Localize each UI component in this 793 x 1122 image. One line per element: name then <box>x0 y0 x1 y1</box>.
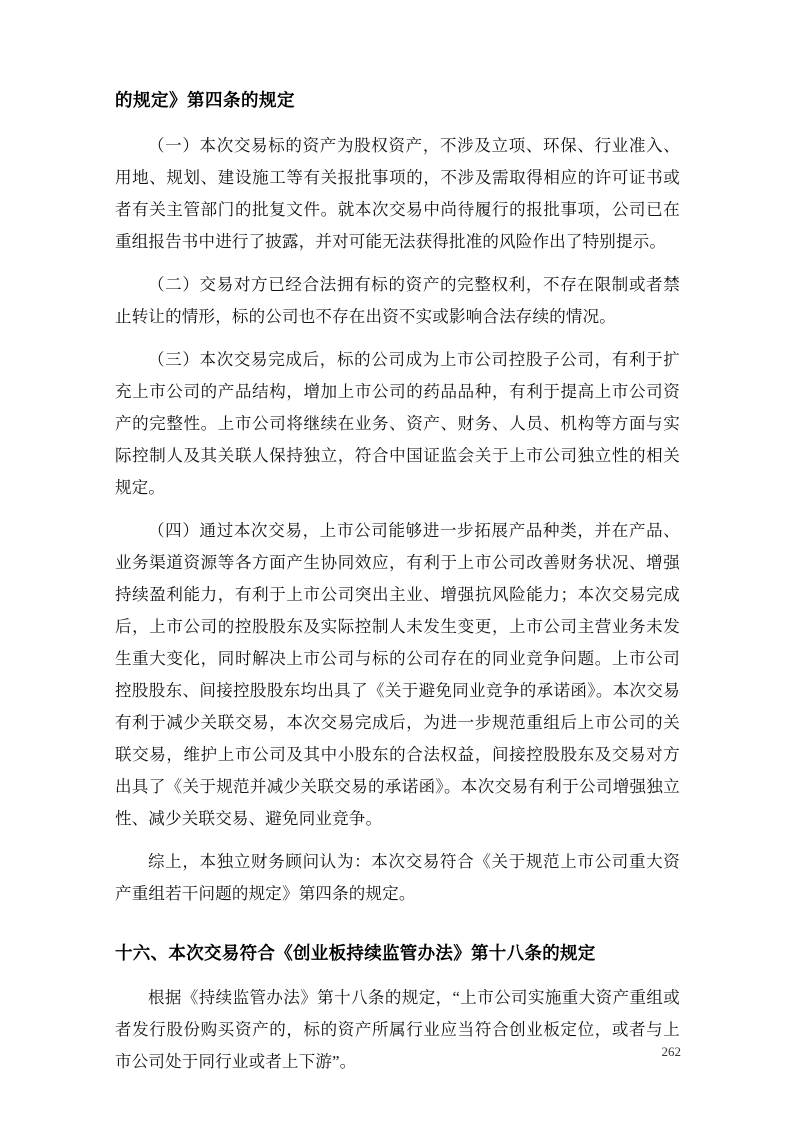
section-heading: 十六、本次交易符合《创业板持续监管办法》第十八条的规定 <box>115 944 596 965</box>
paragraph-item-4: （四）通过本次交易，上市公司能够进一步拓展产品种类，并在产品、业务渠道资源等各方面产生协同效应，有利于上市公司改善财务状况、增强持续盈利能力，有利于上市公司突出主业、增强抗风险能力；本次交易完成后，上市公司的控股股东及实际控制人未发生变更，上市公司主营业务未发生重大变化，同时解决上市公司与标的公司存在的同业竞争问题。上市公司控股股东、间接控股股东均出具了《关于避免同业竞争的承诺函》。本次交易有利于减少关联交易，本次交易完成后，为进一步规范重组后上市公司的关联交易，维护上市公司及其中小股东的合法权益，间接控股股东及交易对方出具了《关于规范并减少关联交易的承诺函》。本次交易有利于公司增强独立性、减少关联交易、避免同业竞争。 <box>115 521 680 829</box>
page-number: 262 <box>661 1044 681 1059</box>
page-content <box>115 88 680 1089</box>
paragraph-item-2: （二）交易对方已经合法拥有标的资产的完整权利，不存在限制或者禁止转让的情形，标的公司也不存在出资不实或影响合法存续的情况。 <box>115 275 680 327</box>
paragraph-item-3: （三）本次交易完成后，标的公司成为上市公司控股子公司，有利于扩充上市公司的产品结构，增加上市公司的药品品种，有利于提高上市公司资产的完整性。上市公司将继续在业务、资产、财务、人员、机构等方面与实际控制人及其关联人保持独立，符合中国证监会关于上市公司独立性的相关规定。 <box>115 350 680 498</box>
paragraph-regulation-quote: 根据《持续监管办法》第十八条的规定，“上市公司实施重大资产重组或者发行股份购买资产的，标的资产所属行业应当符合创业板定位，或者与上市公司处于同行业或者上下游”。 <box>115 988 680 1072</box>
paragraph-item-1: （一）本次交易标的资产为股权资产，不涉及立项、环保、行业准入、用地、规划、建设施工等有关报批事项的，不涉及需取得相应的许可证书或者有关主管部门的批复文件。就本次交易中尚待履行的报批事项，公司已在重组报告书中进行了披露，并对可能无法获得批准的风险作出了特别提示。 <box>115 136 680 252</box>
heading-continued: 的规定》第四条的规定 <box>115 91 295 111</box>
paragraph-summary: 综上，本独立财务顾问认为：本次交易符合《关于规范上市公司重大资产重组若干问题的规定》第四条的规定。 <box>115 852 680 904</box>
